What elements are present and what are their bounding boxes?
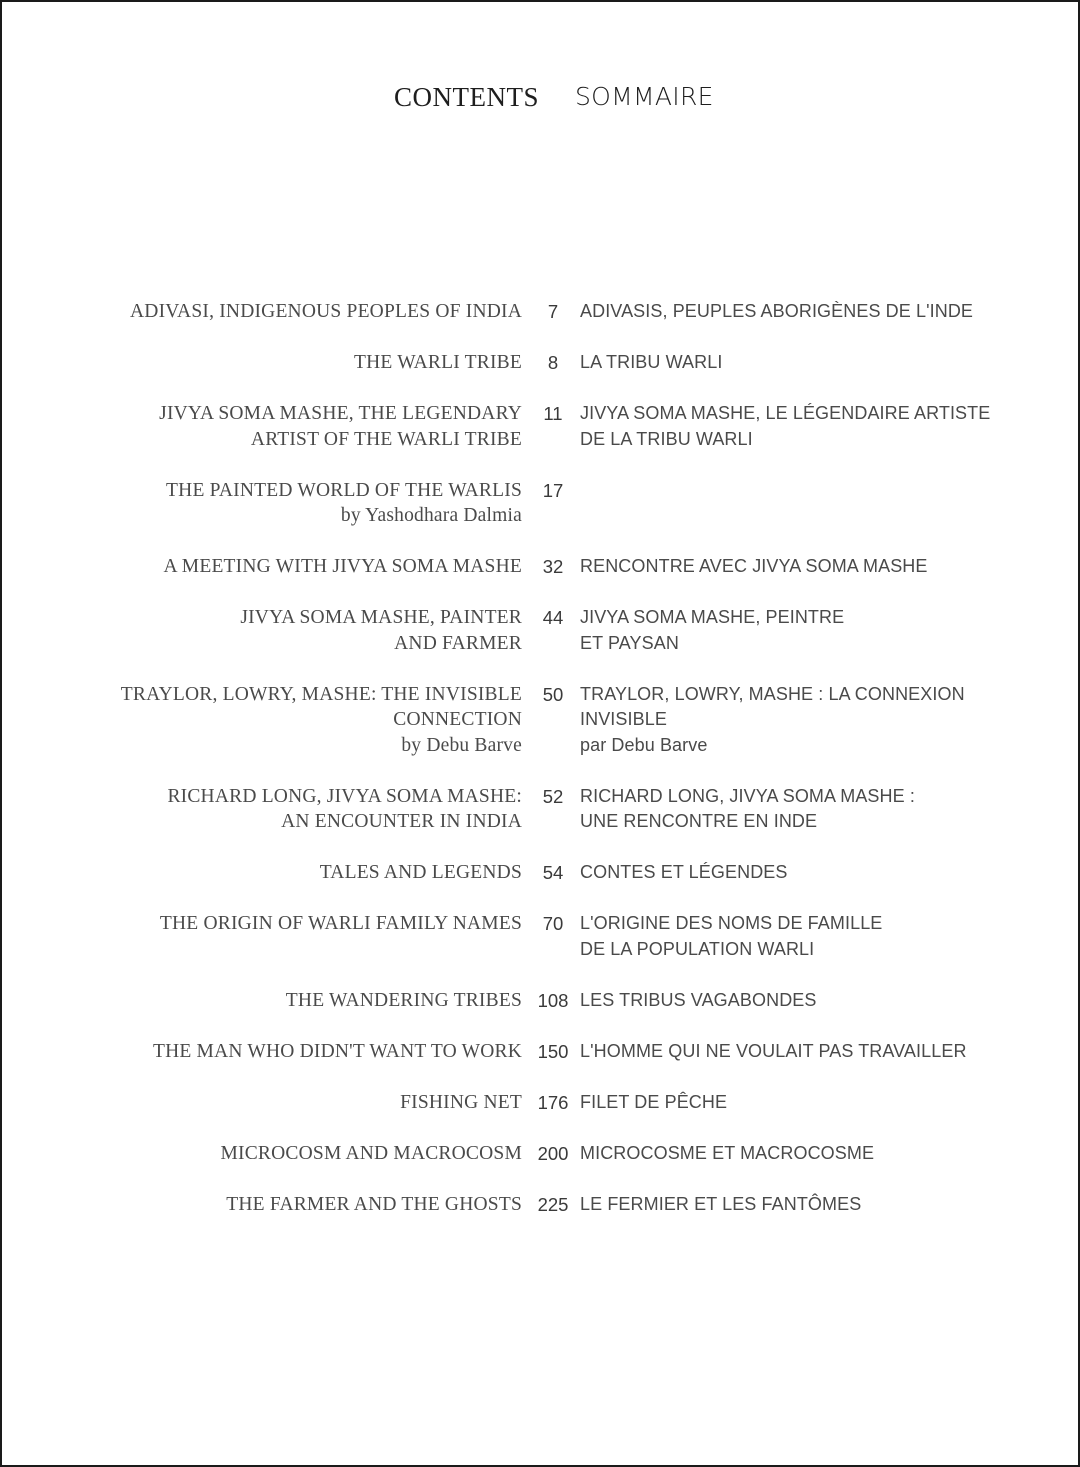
toc-title-en (82, 682, 522, 759)
toc-title-en-line: AND FARMER (394, 632, 522, 654)
toc-title-en-line: THE WARLI TRIBE (353, 352, 522, 373)
toc-entry[interactable] (2, 350, 1078, 376)
toc-title-en (82, 1192, 522, 1218)
toc-page-number: 11 (543, 403, 563, 424)
toc-title-en (82, 401, 522, 452)
toc-entry[interactable] (2, 605, 1078, 656)
toc-title-en-line: ARTIST OF THE WARLI TRIBE (250, 428, 522, 450)
toc-title-fr (580, 1141, 1000, 1167)
toc-title-en (82, 299, 522, 325)
toc-title-fr-line: INVISIBLE (580, 709, 667, 729)
toc-entry[interactable] (2, 682, 1078, 759)
toc-title-fr (580, 401, 1000, 452)
toc-entry[interactable] (2, 299, 1078, 325)
toc-title-en-line: RICHARD LONG, JIVYA SOMA MASHE: (167, 785, 522, 807)
toc-page-number: 44 (542, 607, 564, 628)
toc-title-en (82, 1090, 522, 1116)
toc-entry[interactable] (2, 478, 1078, 529)
toc-title-en (82, 1141, 522, 1167)
toc-title-en-line: TRAYLOR, LOWRY, MASHE: THE INVISIBLE (120, 683, 522, 705)
toc-page-number: 32 (542, 556, 564, 577)
toc-title-fr-line: CONTES ET LÉGENDES (580, 862, 788, 882)
toc-title-fr (580, 1192, 1000, 1218)
toc-title-en (82, 554, 522, 580)
toc-title-fr-line: LES TRIBUS VAGABONDES (580, 989, 817, 1010)
toc-title-fr (580, 554, 1000, 580)
toc-title-fr-line: ADIVASIS, PEUPLES ABORIGÈNES DE L'INDE (580, 301, 974, 321)
toc-title-fr (580, 682, 1000, 759)
toc-title-fr (580, 605, 1000, 656)
page-title (2, 82, 1078, 118)
toc-title-en-line: THE ORIGIN OF WARLI FAMILY NAMES (159, 913, 522, 934)
toc-title-fr-line: L'HOMME QUI NE VOULAIT PAS TRAVAILLER (580, 1040, 967, 1061)
toc-page-number: 52 (542, 785, 564, 807)
title-contents-en: CONTENTS (394, 82, 539, 112)
toc-title-fr (580, 1090, 1000, 1116)
title-contents-fr: SOMMAIRE (575, 82, 714, 111)
toc-title-en (82, 911, 522, 937)
toc-title-en-line: THE PAINTED WORLD OF THE WARLIS (166, 479, 522, 501)
toc-title-fr-line: JIVYA SOMA MASHE, LE LÉGENDAIRE ARTISTE (580, 403, 991, 423)
toc-title-en (82, 605, 522, 656)
toc-entry[interactable] (2, 911, 1078, 962)
toc-title-en-line: A MEETING WITH JIVYA SOMA MASHE (163, 556, 522, 577)
toc-title-fr-line: ET PAYSAN (580, 632, 679, 653)
toc-entry[interactable] (2, 988, 1078, 1014)
toc-title-fr (580, 1039, 1000, 1065)
toc-page-number: 54 (542, 862, 564, 883)
toc-title-en (82, 478, 522, 529)
toc-title-fr-line: JIVYA SOMA MASHE, PEINTRE (580, 607, 845, 627)
toc-page-number: 225 (537, 1193, 569, 1215)
toc-title-en-line: ADIVASI, INDIGENOUS PEOPLES OF INDIA (130, 301, 522, 322)
toc-title-fr-line: RENCONTRE AVEC JIVYA SOMA MASHE (580, 556, 928, 576)
toc-title-en-line: AN ENCOUNTER IN INDIA (281, 811, 522, 832)
toc-title-en (82, 988, 522, 1014)
table-of-contents (2, 299, 1078, 1243)
toc-title-fr (580, 860, 1000, 886)
toc-title-en-line: MICROCOSM AND MACROCOSM (220, 1142, 522, 1164)
toc-entry[interactable] (2, 1039, 1078, 1065)
toc-page-number: 200 (537, 1142, 569, 1164)
toc-entry[interactable] (2, 1192, 1078, 1218)
toc-entry[interactable] (2, 554, 1078, 580)
toc-title-fr-line: DE LA POPULATION WARLI (580, 938, 815, 959)
toc-title-fr-line: MICROCOSME ET MACROCOSME (580, 1142, 875, 1163)
toc-title-en (82, 1039, 522, 1065)
toc-title-fr-line: TRAYLOR, LOWRY, MASHE : LA CONNEXION (580, 683, 965, 704)
toc-title-fr (580, 350, 1000, 376)
toc-page-number: 50 (542, 683, 564, 705)
toc-entry[interactable] (2, 1141, 1078, 1167)
toc-title-en-line: TALES AND LEGENDS (319, 862, 522, 883)
toc-page-number: 8 (547, 352, 559, 373)
toc-title-fr (580, 988, 1000, 1014)
toc-page-number: 150 (537, 1040, 569, 1062)
toc-title-en-line: THE FARMER AND THE GHOSTS (226, 1193, 522, 1215)
toc-title-fr-line: UNE RENCONTRE EN INDE (580, 811, 818, 831)
toc-entry[interactable] (2, 784, 1078, 835)
toc-title-en-line: THE MAN WHO DIDN'T WANT TO WORK (152, 1040, 522, 1062)
toc-title-en-line: THE WANDERING TRIBES (285, 989, 522, 1011)
toc-page-number: 70 (542, 913, 564, 934)
toc-page-number: 17 (542, 479, 564, 501)
toc-title-fr (580, 299, 1000, 325)
toc-title-fr-line: DE LA TRIBU WARLI (580, 428, 753, 449)
toc-page-number: 108 (537, 989, 569, 1011)
toc-title-fr-line: RICHARD LONG, JIVYA SOMA MASHE : (580, 785, 915, 806)
toc-page-number: 7 (547, 301, 559, 322)
toc-author-fr: par Debu Barve (580, 734, 708, 755)
toc-entry[interactable] (2, 401, 1078, 452)
toc-title-fr (580, 911, 1000, 962)
toc-title-fr (580, 784, 1000, 835)
toc-entry[interactable] (2, 860, 1078, 886)
toc-title-fr-line: LA TRIBU WARLI (580, 352, 723, 372)
toc-title-fr-line: L'ORIGINE DES NOMS DE FAMILLE (580, 913, 883, 933)
toc-title-fr-line: LE FERMIER ET LES FANTÔMES (580, 1193, 862, 1214)
toc-title-en-line: JIVYA SOMA MASHE, PAINTER (240, 607, 522, 628)
toc-title-en (82, 860, 522, 886)
toc-page-number: 176 (537, 1091, 569, 1113)
toc-title-en-line: CONNECTION (393, 709, 522, 730)
toc-author-en: by Debu Barve (401, 734, 522, 756)
toc-title-en (82, 784, 522, 835)
toc-title-en-line: FISHING NET (400, 1091, 522, 1113)
toc-title-fr-line: FILET DE PÊCHE (580, 1091, 728, 1112)
toc-author-en: by Yashodhara Dalmia (340, 505, 522, 526)
toc-title-en (82, 350, 522, 376)
toc-entry[interactable] (2, 1090, 1078, 1116)
toc-title-en-line: JIVYA SOMA MASHE, THE LEGENDARY (159, 403, 522, 424)
